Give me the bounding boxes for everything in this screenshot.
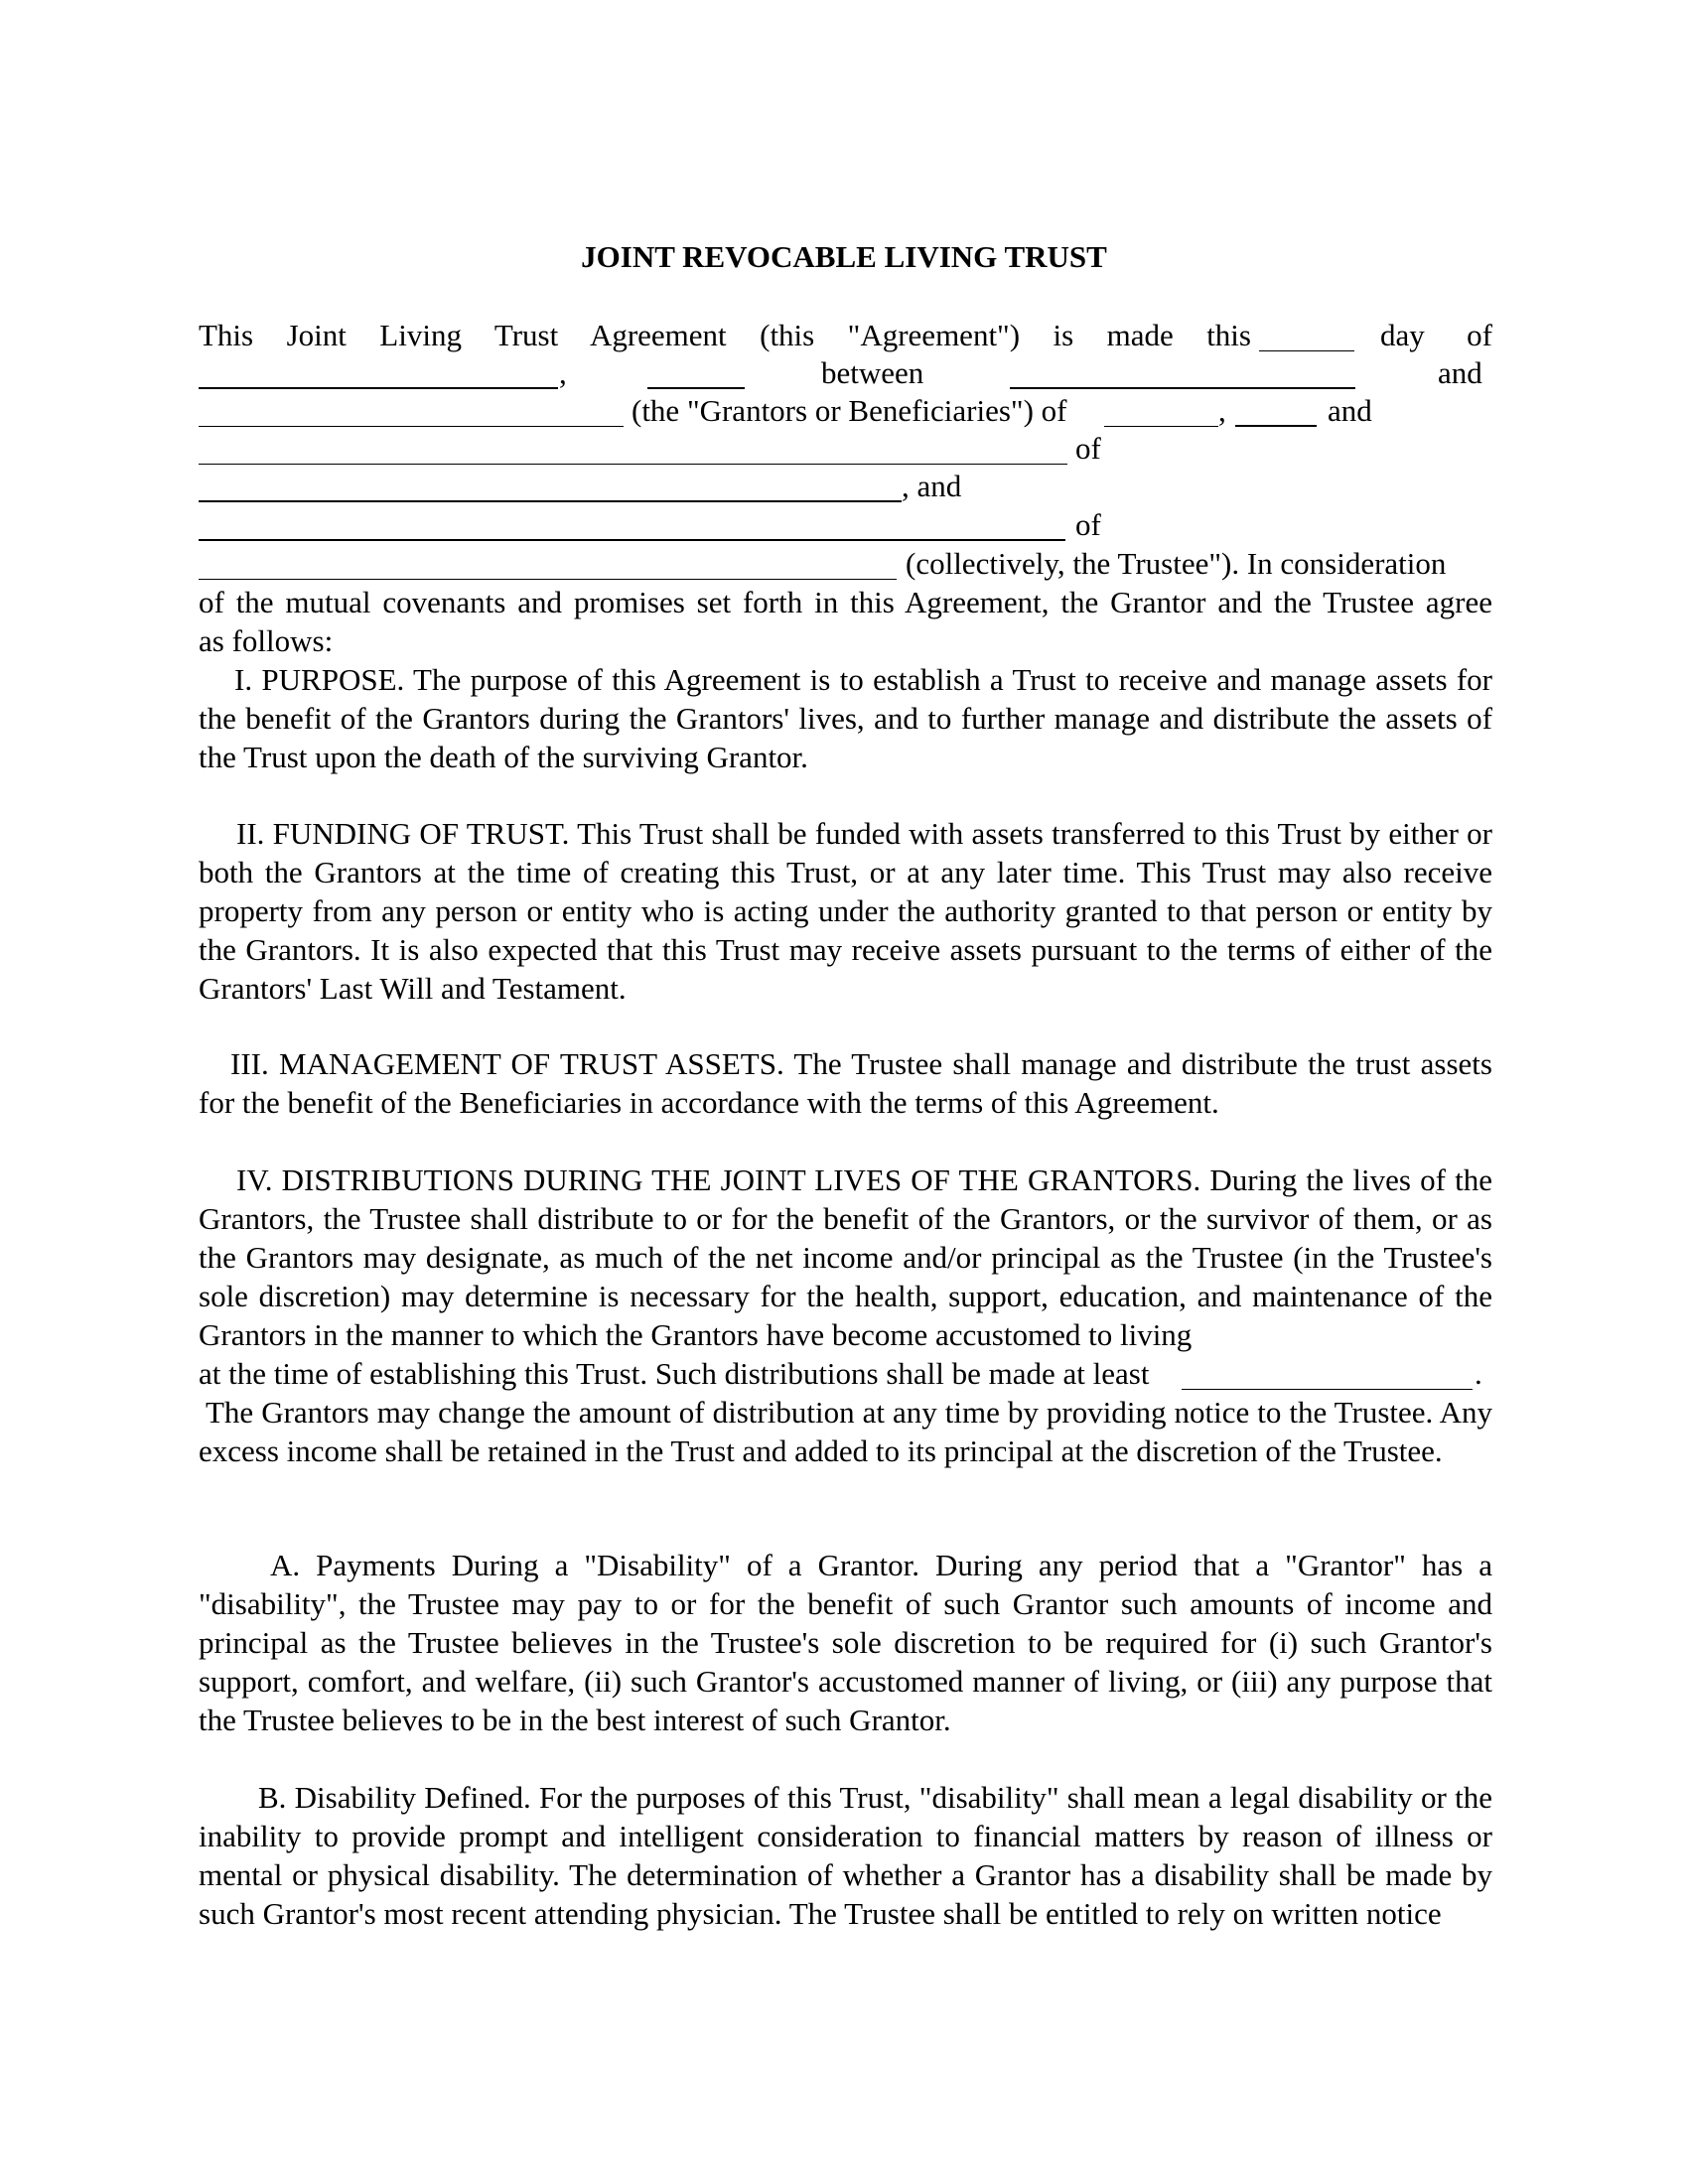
and-text: and bbox=[1438, 355, 1482, 390]
grantors-city-blank[interactable] bbox=[1104, 398, 1218, 427]
grantors-state-blank[interactable] bbox=[1235, 397, 1317, 427]
between-text: between bbox=[821, 355, 924, 390]
intro-line-5: , and bbox=[199, 467, 1492, 505]
trustee-1-name-blank[interactable] bbox=[199, 436, 1067, 465]
distribution-frequency-blank[interactable] bbox=[1182, 1361, 1473, 1390]
comma: , bbox=[559, 355, 567, 390]
section-disability-payments: A. Payments During a "Disability" of a Grantor. During any period that a "Grantor" has a "disability", the Trustee may pay to or for the benefit of such Grantor such amounts of income and principal as the Trustee believes in the Trustee's sole discretion to be required for (i) such Grantor's support, comfort, and welfare, (ii) such Grantor's accustomed manner of living, or (iii) any purpose that the Trustee believes to be in the best interest of such Grantor. bbox=[199, 1548, 1492, 1737]
intro-line-3: (the "Grantors or Beneficiaries") of , and bbox=[199, 391, 1492, 430]
trustee-1-address-blank[interactable] bbox=[199, 473, 902, 502]
section-distributions-cont: The Grantors may change the amount of distribution at any time by providing notice to the Trustee. Any excess income shall be retained in the Trust and added to its principal at the discretion of the Trustee. bbox=[199, 1395, 1492, 1468]
intro-line-2 bbox=[199, 353, 1492, 392]
section-distributions: IV. DISTRIBUTIONS DURING THE JOINT LIVES OF THE GRANTORS. During the lives of the Grantors, the Trustee shall distribute to or for the benefit of the Grantors, or the survivor of them, or as the Grantors may designate, as much of the net income and/or principal as the Trustee (in the Trustee's sole discretion) may determine is necessary for the health, support, education, and maintenance of the Grantors in the manner to which the Grantors have become accustomed to living bbox=[199, 1162, 1492, 1352]
grantors-text: (the "Grantors or Beneficiaries") of bbox=[632, 393, 1067, 428]
grantor-1-name-blank[interactable] bbox=[1010, 359, 1355, 389]
grantor-2-name-blank[interactable] bbox=[199, 398, 624, 427]
intro-line-8: of the mutual covenants and promises set forth in this Agreement, the Grantor and the Trustee agree bbox=[199, 585, 1492, 619]
intro-line-7: (collectively, the Trustee"). In consideration bbox=[199, 544, 1492, 583]
intro-line-1 bbox=[199, 316, 1492, 354]
section-funding: II. FUNDING OF TRUST. This Trust shall be funded with assets transferred to this Trust by either or both the Grantors at the time of creating this Trust, or at any later time. This Trust may also receive property from any person or entity who is acting under the authority granted to that person or entity by the Grantors. It is also expected that this Trust may receive assets pursuant to the terms of either of the Grantors' Last Will and Testament. bbox=[199, 816, 1492, 1006]
intro-text-1b: day of bbox=[1380, 318, 1492, 352]
year-blank[interactable] bbox=[647, 359, 745, 389]
intro-text-1a: This Joint Living Trust Agreement (this "Agreement") is made this bbox=[199, 318, 1251, 352]
intro-line-9: as follows: bbox=[199, 623, 334, 658]
section-disability-defined: B. Disability Defined. For the purposes of this Trust, "disability" shall mean a legal disability or the inability to provide prompt and intelligent consideration to financial matters by reason of illness or mental or physical disability. The determination of whether a Grantor has a disability shall be made by such Grantor's most recent attending physician. The Trustee shall be entitled to rely on written notice bbox=[199, 1780, 1492, 1931]
month-blank[interactable] bbox=[199, 359, 558, 389]
trustee-2-name-blank[interactable] bbox=[199, 511, 1065, 541]
day-blank[interactable] bbox=[1259, 323, 1354, 351]
trustee-2-address-blank[interactable] bbox=[199, 551, 897, 580]
intro-line-4: of bbox=[199, 429, 1492, 468]
distribution-frequency-line: at the time of establishing this Trust. Such distributions shall be made at least . bbox=[199, 1356, 1482, 1391]
section-management: III. MANAGEMENT OF TRUST ASSETS. The Trustee shall manage and distribute the trust assets for the benefit of the Beneficiaries in accordance with the terms of this Agreement. bbox=[199, 1046, 1492, 1120]
intro-line-6: of bbox=[199, 505, 1492, 544]
document-title: JOINT REVOCABLE LIVING TRUST bbox=[581, 239, 1107, 274]
section-purpose: I. PURPOSE. The purpose of this Agreement is to establish a Trust to receive and manage assets for the benefit of the Grantors during the Grantors' lives, and to further manage and distribute the assets of the Trust upon the death of the surviving Grantor. bbox=[199, 662, 1492, 774]
